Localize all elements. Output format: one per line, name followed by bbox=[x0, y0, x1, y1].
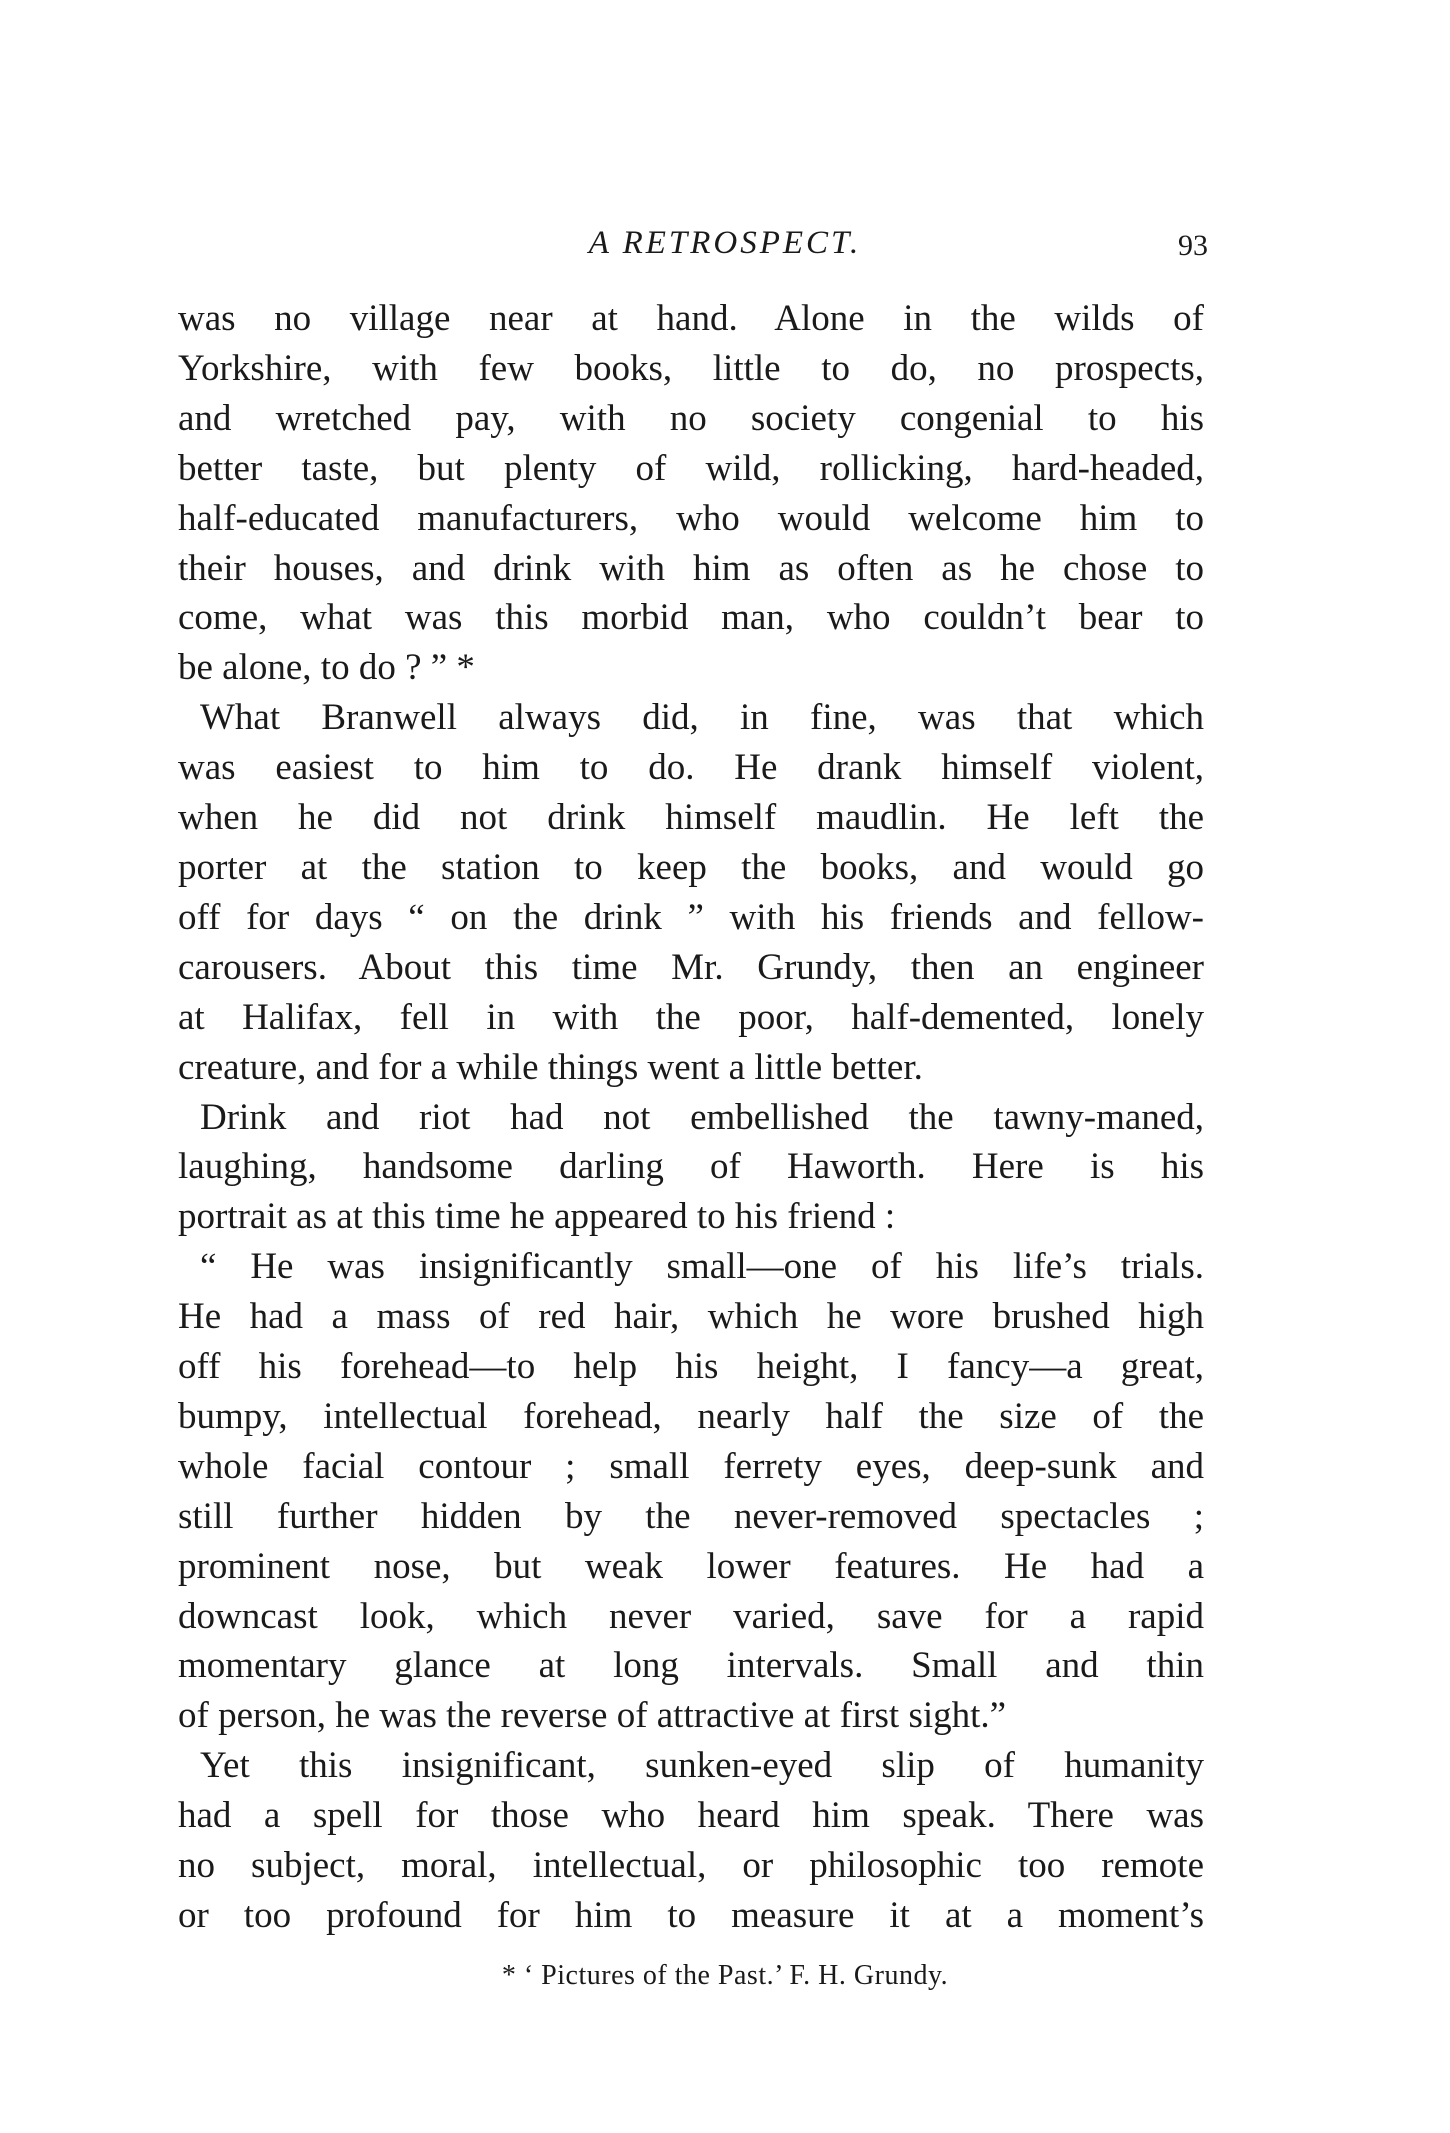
text-line: laughing, handsome darling of Haworth. Here is his bbox=[178, 1146, 1204, 1188]
text-line: or too profound for him to measure it at a moment’s bbox=[178, 1895, 1204, 1936]
text-line: still further hidden by the never-removed spectacles ; bbox=[178, 1495, 1204, 1537]
footnote: * ‘ Pictures of the Past.’ F. H. Grundy. bbox=[501, 1959, 949, 1991]
text-line: creature, and for a while things went a little better. bbox=[178, 1046, 923, 1088]
text-line: downcast look, which never varied, save for a rapid bbox=[178, 1595, 1204, 1637]
text-line: porter at the station to keep the books, and would go bbox=[178, 846, 1204, 888]
text-line: portrait as at this time he appeared to his friend : bbox=[178, 1196, 896, 1238]
text-line: Yet this insignificant, sunken-eyed slip of humanity bbox=[200, 1745, 1204, 1787]
text-line: come, what was this morbid man, who couldn’t bear to bbox=[178, 597, 1204, 639]
text-line: “ He was insignificantly small—one of his life’s trials. bbox=[200, 1246, 1204, 1288]
text-line: had a spell for those who heard him speak. There was bbox=[178, 1795, 1204, 1837]
text-line: better taste, but plenty of wild, rollicking, hard-headed, bbox=[178, 447, 1204, 489]
text-line: their houses, and drink with him as often as he chose to bbox=[178, 547, 1204, 589]
text-line: of person, he was the reverse of attractive at first sight.” bbox=[178, 1695, 1007, 1737]
text-line: What Branwell always did, in fine, was that which bbox=[200, 697, 1204, 739]
text-line: Yorkshire, with few books, little to do, no prospects, bbox=[178, 347, 1204, 389]
text-line: off his forehead—to help his height, I fancy—a great, bbox=[178, 1346, 1204, 1388]
text-line: half-educated manufacturers, who would welcome him to bbox=[178, 497, 1204, 539]
text-line: whole facial contour ; small ferrety eyes, deep-sunk and bbox=[178, 1445, 1204, 1487]
text-line: and wretched pay, with no society congenial to his bbox=[178, 397, 1204, 439]
text-line: when he did not drink himself maudlin. He left the bbox=[178, 797, 1204, 839]
text-line: no subject, moral, intellectual, or philosophic too remote bbox=[178, 1845, 1204, 1887]
running-title: A RETROSPECT. bbox=[588, 225, 862, 261]
text-line: at Halifax, fell in with the poor, half-demented, lonely bbox=[178, 996, 1204, 1038]
text-line: He had a mass of red hair, which he wore brushed high bbox=[178, 1296, 1204, 1338]
text-line: Drink and riot had not embellished the tawny-maned, bbox=[200, 1096, 1204, 1138]
page-number: 93 bbox=[1178, 229, 1208, 262]
text-line: was no village near at hand. Alone in the wilds of bbox=[178, 298, 1204, 339]
text-line: be alone, to do ? ” * bbox=[178, 647, 475, 689]
text-line: was easiest to him to do. He drank himself violent, bbox=[178, 747, 1204, 789]
text-line: carousers. About this time Mr. Grundy, then an engineer bbox=[178, 946, 1204, 988]
text-line: bumpy, intellectual forehead, nearly half the size of the bbox=[178, 1395, 1204, 1437]
page-content bbox=[178, 294, 1204, 1995]
text-line: momentary glance at long intervals. Small and thin bbox=[178, 1645, 1204, 1687]
body-text bbox=[178, 294, 1204, 1941]
text-line: prominent nose, but weak lower features. He had a bbox=[178, 1545, 1204, 1587]
text-line: off for days “ on the drink ” with his friends and fellow- bbox=[178, 896, 1204, 938]
